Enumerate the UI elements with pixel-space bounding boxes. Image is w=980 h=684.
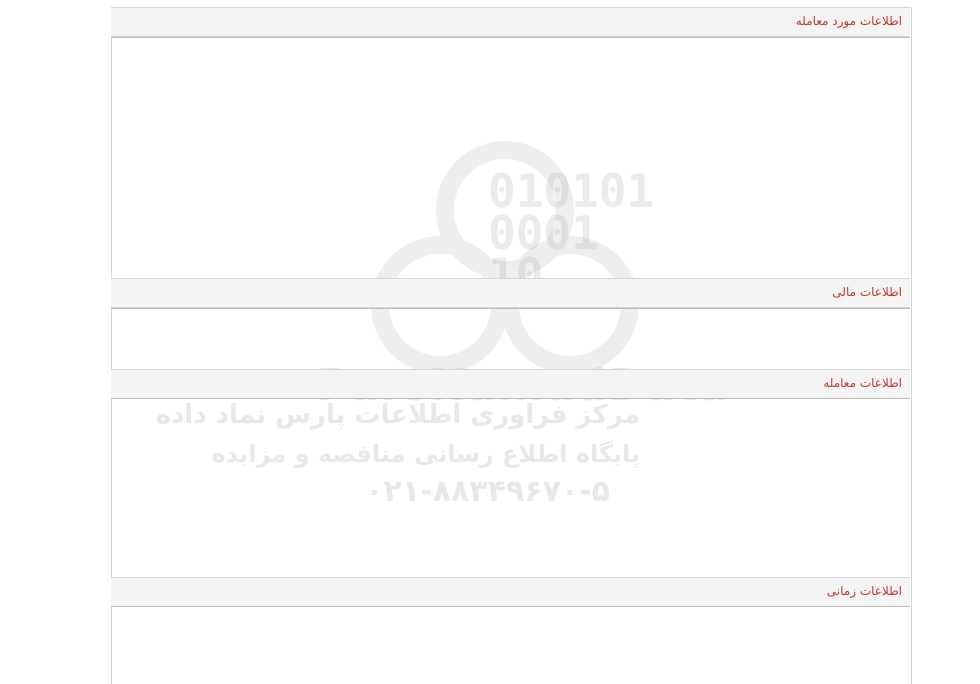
section-header-timing	[111, 577, 910, 607]
watermark-binary-line: 010101	[488, 164, 655, 218]
divider	[111, 606, 910, 607]
divider	[111, 308, 910, 309]
section-header-financial	[111, 278, 910, 308]
section-title: اطلاعات معامله	[823, 376, 902, 390]
section-header-transaction	[111, 369, 910, 399]
section-title: اطلاعات زمانی	[826, 584, 902, 598]
watermark-line: پایگاه اطلاع رسانی مناقصه و مزایده	[211, 440, 640, 468]
watermark-phone: ۰۲۱-۸۸۳۴۹۶۷۰-۵	[365, 474, 610, 509]
section-header-deal-info	[111, 7, 910, 37]
section-title: اطلاعات مورد معامله	[795, 14, 902, 28]
divider	[111, 37, 910, 38]
watermark-binary-line: 10	[488, 248, 544, 302]
divider	[111, 398, 910, 399]
watermark-line: مرکز فراوری اطلاعات پارس نماد داده	[155, 400, 640, 430]
watermark-binary-line: 0001	[488, 206, 599, 260]
section-title: اطلاعات مالی	[832, 285, 902, 299]
